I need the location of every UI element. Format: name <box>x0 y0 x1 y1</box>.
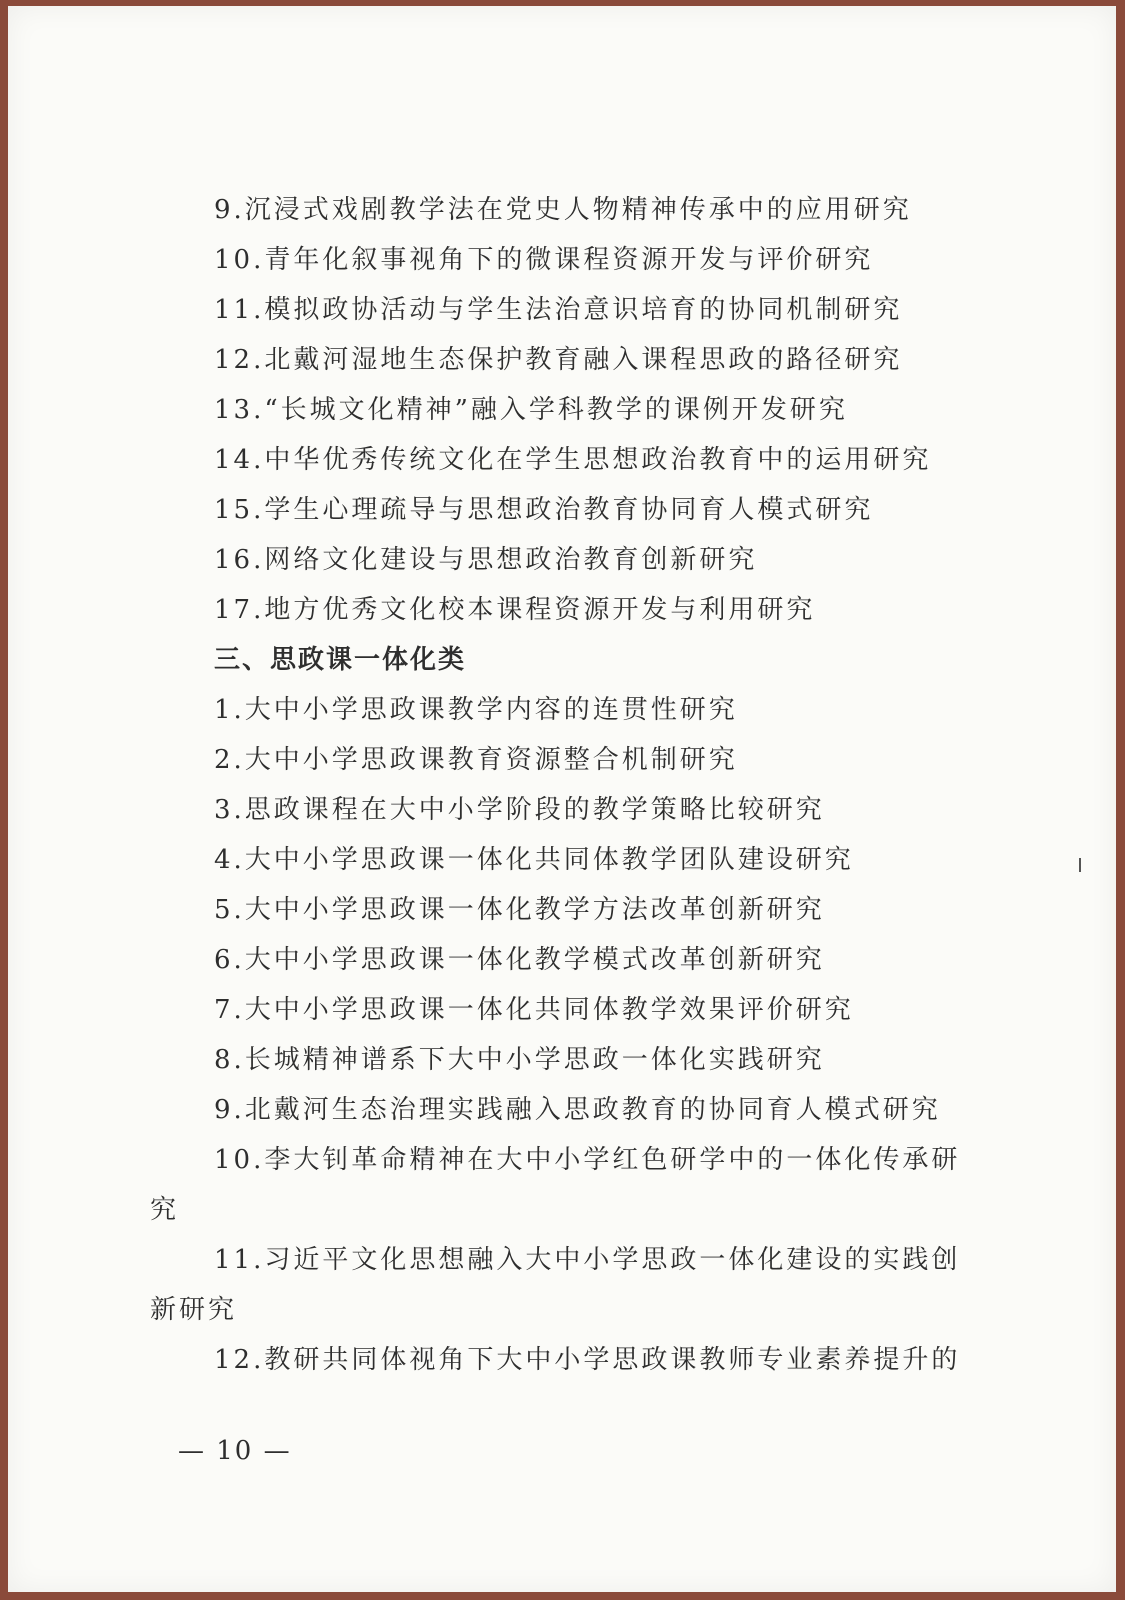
list-item: 10.李大钊革命精神在大中小学红色研学中的一体化传承研 <box>214 1145 961 1175</box>
list-item: 2.大中小学思政课教育资源整合机制研究 <box>214 745 738 775</box>
list-item: 5.大中小学思政课一体化教学方法改革创新研究 <box>214 895 825 925</box>
list-item: 6.大中小学思政课一体化教学模式改革创新研究 <box>214 945 825 975</box>
list-item: 16.网络文化建设与思想政治教育创新研究 <box>214 545 758 575</box>
list-item: 7.大中小学思政课一体化共同体教学效果评价研究 <box>214 995 854 1025</box>
list-item: 13.“长城文化精神”融入学科教学的课例开发研究 <box>214 395 848 425</box>
list-item: 14.中华优秀传统文化在学生思想政治教育中的运用研究 <box>214 445 932 475</box>
page-number: — 10 — <box>178 1436 292 1466</box>
list-item: 8.长城精神谱系下大中小学思政一体化实践研究 <box>214 1045 825 1075</box>
list-item: 12.教研共同体视角下大中小学思政课教师专业素养提升的 <box>214 1345 961 1375</box>
margin-mark <box>1079 858 1081 872</box>
list-item: 9.北戴河生态治理实践融入思政教育的协同育人模式研究 <box>214 1095 941 1125</box>
list-item: 15.学生心理疏导与思想政治教育协同育人模式研究 <box>214 495 874 525</box>
list-item: 1.大中小学思政课教学内容的连贯性研究 <box>214 695 738 725</box>
list-item: 10.青年化叙事视角下的微课程资源开发与评价研究 <box>214 245 874 275</box>
list-item: 11.习近平文化思想融入大中小学思政一体化建设的实践创 <box>214 1245 961 1275</box>
list-item-continuation: 新研究 <box>150 1295 238 1325</box>
list-item: 11.模拟政协活动与学生法治意识培育的协同机制研究 <box>214 295 903 325</box>
section-heading: 三、思政课一体化类 <box>214 645 467 675</box>
list-item: 12.北戴河湿地生态保护教育融入课程思政的路径研究 <box>214 345 903 375</box>
list-item-continuation: 究 <box>150 1195 180 1225</box>
list-item: 9.沉浸式戏剧教学法在党史人物精神传承中的应用研究 <box>214 195 912 225</box>
list-item: 4.大中小学思政课一体化共同体教学团队建设研究 <box>214 845 854 875</box>
list-item: 17.地方优秀文化校本课程资源开发与利用研究 <box>214 595 816 625</box>
list-item: 3.思政课程在大中小学阶段的教学策略比较研究 <box>214 795 825 825</box>
